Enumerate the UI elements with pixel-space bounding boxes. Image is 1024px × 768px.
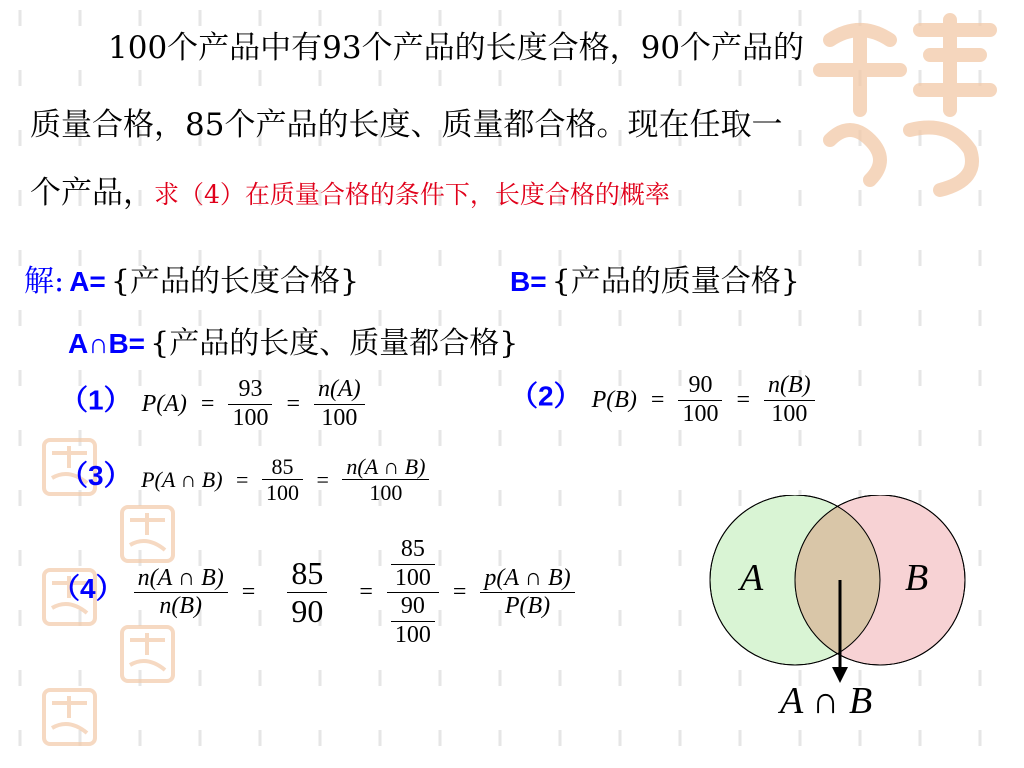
denominator: 100 — [394, 564, 431, 591]
pb-term: P(B) — [591, 386, 637, 413]
numerator: 90 — [688, 372, 713, 398]
compound-fraction — [387, 536, 439, 649]
fraction-nAB-100 — [342, 454, 429, 506]
fraction-pAB-PB — [480, 565, 574, 621]
seal-logo-small-5 — [42, 688, 97, 746]
upper-fraction — [387, 536, 439, 592]
denominator: 100 — [369, 480, 403, 506]
step-2-label: （2） — [510, 380, 582, 412]
denominator: P(B) — [504, 593, 551, 620]
venn-label-ab: A ∩ B — [780, 680, 873, 722]
set-ab-definition — [68, 318, 518, 362]
step-2-formula — [510, 372, 819, 428]
fraction-85-100 — [262, 454, 303, 506]
equals-sign: = — [736, 386, 750, 413]
set-b-definition — [510, 256, 800, 300]
set-ab-label: A∩B= — [68, 328, 146, 359]
step-4-label: （4） — [52, 573, 124, 605]
set-ab-content: {产品的长度、质量都合格} — [150, 326, 519, 361]
denominator: 100 — [265, 480, 299, 506]
problem-line-2: 质量合格，85个产品的长度、质量都合格。现在任取一 — [30, 107, 783, 143]
step-3-formula — [60, 454, 433, 506]
step-3-label: （3） — [60, 460, 132, 491]
lower-fraction — [387, 593, 439, 649]
problem-line-1: 100个产品中有93个产品的长度合格，90个产品的 — [108, 30, 805, 66]
denominator: 90 — [291, 593, 324, 630]
set-b-content: {产品的质量合格} — [551, 264, 800, 299]
equals-sign: = — [241, 579, 256, 606]
numerator: n(A ∩ B) — [137, 564, 224, 591]
fraction-85-100 — [391, 536, 435, 592]
set-a-label: A= — [69, 266, 106, 297]
numerator: 85 — [291, 555, 324, 592]
step-1-formula — [60, 376, 369, 432]
fraction-90-100 — [678, 372, 722, 428]
seal-logo-top-right — [800, 0, 1020, 200]
set-b-label: B= — [510, 266, 547, 297]
denominator: 100 — [232, 404, 269, 431]
equals-sign: = — [236, 466, 249, 492]
denominator: 100 — [394, 621, 431, 648]
equals-sign: = — [650, 386, 665, 413]
numerator: n(B) — [767, 372, 811, 398]
denominator: 100 — [682, 400, 719, 427]
numerator: n(A) — [317, 376, 361, 402]
problem-line-3-text: 个产品， — [30, 175, 154, 211]
denominator: n(B) — [159, 593, 202, 620]
equals-sign: = — [452, 579, 467, 606]
venn-label-a: A — [740, 557, 764, 599]
equals-sign: = — [316, 466, 329, 492]
set-a-definition — [24, 256, 359, 300]
fraction-93-100 — [228, 376, 272, 432]
equals-sign: = — [200, 390, 215, 417]
numerator: 85 — [400, 536, 425, 562]
fraction-90-100 — [391, 593, 435, 649]
numerator: 85 — [271, 454, 294, 480]
numerator: p(A ∩ B) — [484, 564, 571, 591]
fraction-nA-100 — [314, 376, 365, 432]
fraction-nAB-nB — [134, 565, 228, 621]
pa-term: P(A) — [141, 390, 187, 417]
numerator: n(A ∩ B) — [346, 454, 426, 480]
step-1-label: （1） — [60, 384, 132, 416]
set-a-content: {产品的长度合格} — [110, 264, 360, 299]
pab-term: P(A ∩ B) — [141, 466, 223, 492]
question-text: 求（4）在质量合格的条件下，长度合格的概率 — [154, 180, 670, 209]
equals-sign: = — [359, 579, 373, 606]
venn-label-b: B — [905, 557, 929, 599]
numerator: 93 — [238, 376, 263, 402]
solution-label: 解: — [24, 264, 65, 299]
numerator: 90 — [400, 593, 425, 620]
denominator: 100 — [771, 400, 808, 427]
fraction-nB-100 — [764, 372, 815, 428]
fraction-85-90 — [287, 555, 327, 630]
denominator: 100 — [321, 404, 358, 431]
venn-diagram — [700, 495, 970, 730]
equals-sign: = — [286, 390, 300, 417]
step-4-formula — [52, 536, 579, 649]
problem-line-3 — [30, 175, 670, 211]
